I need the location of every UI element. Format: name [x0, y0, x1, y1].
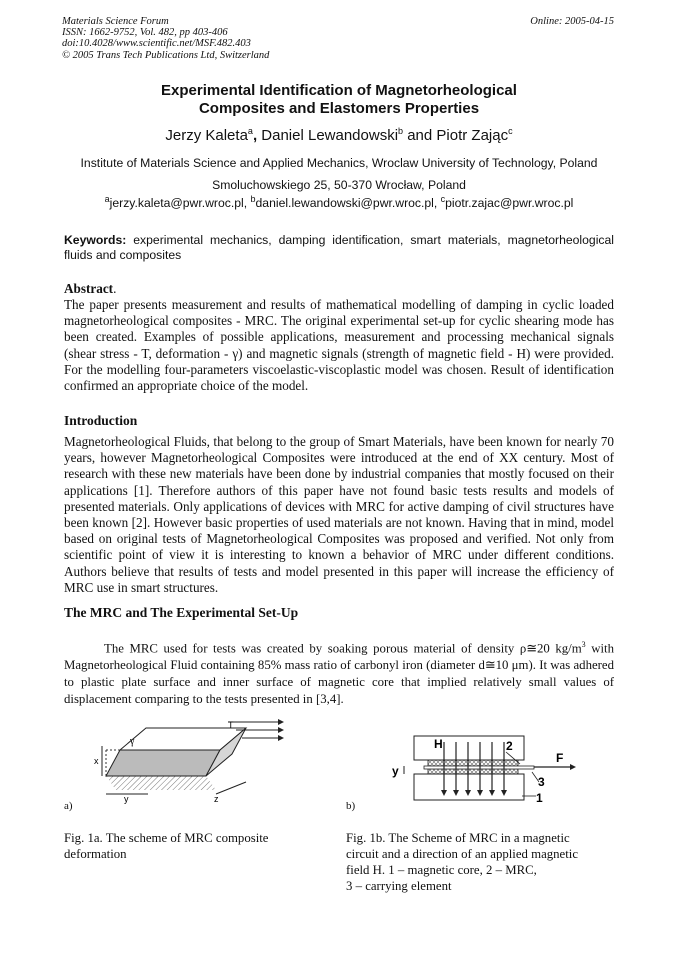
force-arrow-head [570, 764, 576, 770]
shear-arrow-3-head [278, 735, 284, 741]
keywords-text: experimental mechanics, damping identification, smart materials, magnetorheological fluids and composites [64, 233, 614, 262]
label-gamma: γ [130, 736, 135, 747]
label-z: z [214, 794, 219, 804]
email-b: daniel.lewandowski@pwr.wroc.pl, [255, 196, 441, 210]
abstract-heading: Abstract [64, 281, 114, 296]
author-2-sup: b [398, 126, 404, 136]
label-1: 1 [536, 791, 543, 805]
base-hatch [106, 776, 216, 790]
email-list [0, 193, 678, 210]
affiliation-line-2: Smoluchowskiego 25, 50-370 Wrocław, Poland [212, 178, 466, 192]
keywords-label: Keywords: [64, 233, 127, 247]
journal-name: Materials Science Forum [62, 16, 169, 27]
author-sep-2: and [403, 127, 437, 144]
label-T: T [228, 720, 234, 730]
carrying-element [424, 766, 534, 769]
online-date: Online: 2005-04-15 [530, 16, 614, 27]
mrc-section-heading: The MRC and The Experimental Set-Up [64, 605, 299, 620]
z-axis [216, 782, 246, 794]
figure-1b-caption-line-4: 3 – carrying element [346, 879, 452, 893]
figure-1a [88, 716, 288, 804]
mrc-section-body [64, 636, 614, 708]
label-x: x [94, 756, 99, 766]
figure-1b-caption-line-3: field H. 1 – magnetic core, 2 – MRC, [346, 863, 537, 877]
mrc-body-post: with Magnetorheological Fluid containing 85% mass ratio of carbonyl iron (diameter d≅10 μm). It was adhered to plastic plate surface and inner surface of magnetic core that implied relatively small values of displacement comparing to the tests presented in [3,4]. [64, 641, 614, 707]
label-2: 2 [506, 739, 513, 753]
copyright: © 2005 Trans Tech Publications Ltd, Switzerland [62, 49, 270, 61]
author-3: Piotr Zając [436, 127, 509, 144]
figure-1b-caption-line-2: circuit and a direction of an applied magnetic [346, 847, 579, 861]
mrc-body-sup: 3 [581, 640, 586, 649]
email-a: jerzy.kaleta@pwr.wroc.pl, [109, 196, 251, 210]
email-c: piotr.zajac@pwr.wroc.pl [445, 196, 574, 210]
figure-1b [384, 720, 594, 810]
introduction-heading: Introduction [64, 413, 138, 428]
abstract-body: The paper presents measurement and results of mathematical modelling of damping in cyclic loaded magnetorheological composites - MRC. The original experimental set-up for cyclic shearing mode has been created. Examples of possible applications, measurement and processing mechanical signals (shear stress - T, deformation - γ) and magnetic signals (strength of magnetic field - H) were provided. For the modelling four-parameters viscoelastic-viscoplastic model was chosen. Result of identification confirmed an appropriate choice of the model. [64, 297, 614, 394]
magnetic-core-lower [414, 774, 524, 800]
block-front-face [106, 750, 220, 776]
figure-1a-label: a) [64, 800, 73, 812]
shear-arrow-1-head [278, 719, 284, 725]
journal-header [62, 16, 269, 61]
shear-arrow-2-head [278, 727, 284, 733]
figure-1b-label: b) [346, 800, 356, 812]
abstract-heading-line [64, 281, 614, 297]
email-b-sup: b [250, 193, 256, 204]
figure-1b-caption [346, 830, 616, 894]
email-a-sup: a [104, 193, 110, 204]
issn: ISSN: 1662-9752, Vol. 482, pp 403-406 [62, 27, 228, 39]
author-3-sup: c [508, 126, 513, 136]
label-H: H [434, 737, 443, 751]
doi: doi:10.4028/www.scientific.net/MSF.482.403 [62, 38, 251, 50]
affiliation-line-1: Institute of Materials Science and Applied Mechanics, Wroclaw University of Technology, Poland [80, 156, 598, 170]
mrc-body-pre: The MRC used for tests was created by soaking porous material of density ρ≅20 kg/m [104, 641, 582, 656]
email-c-sup: c [440, 193, 446, 204]
paper-title [0, 82, 678, 118]
keywords [64, 233, 614, 263]
abstract-heading-end: . [113, 281, 117, 296]
author-1-sup: a [247, 126, 253, 136]
label-y-b: y [392, 764, 399, 778]
author-1: Jerzy Kaleta [165, 127, 248, 144]
author-list [0, 127, 678, 144]
label-3: 3 [538, 775, 545, 789]
title-line-2: Composites and Elastomers Properties [198, 100, 480, 117]
introduction-body: Magnetorheological Fluids, that belong to the group of Smart Materials, have been known for nearly 70 years, however Magnetorheological Composites were introduced at the end of XX century. Most of research with these new materials have been done by industrial companies that mostly focused on their applications [1]. Therefore authors of this paper have not found basic tests results and models of presented materials. Only applications of devices with MRC for active damping of civil structures have been known [2]. However basic properties of used materials are not known. Having that in mind, model based on original tests of Magnetorheological Composites was proposed and verified. Not only from scientific point of view it is interesting to known a behavior of MRC under different conditions. Authors believe that results of tests and model presented in this paper will increase the efficiency of MRC use in smart structures. [64, 434, 614, 595]
title-line-1: Experimental Identification of Magnetorheological [161, 82, 517, 99]
label-F: F [556, 751, 564, 765]
label-y: y [124, 794, 129, 804]
figure-1b-caption-line-1: Fig. 1b. The Scheme of MRC in a magnetic [346, 831, 570, 845]
author-2: Daniel Lewandowski [261, 127, 399, 144]
figure-1a-caption: Fig. 1a. The scheme of MRC composite deformation [64, 831, 269, 861]
author-sep-1: , [252, 127, 262, 144]
